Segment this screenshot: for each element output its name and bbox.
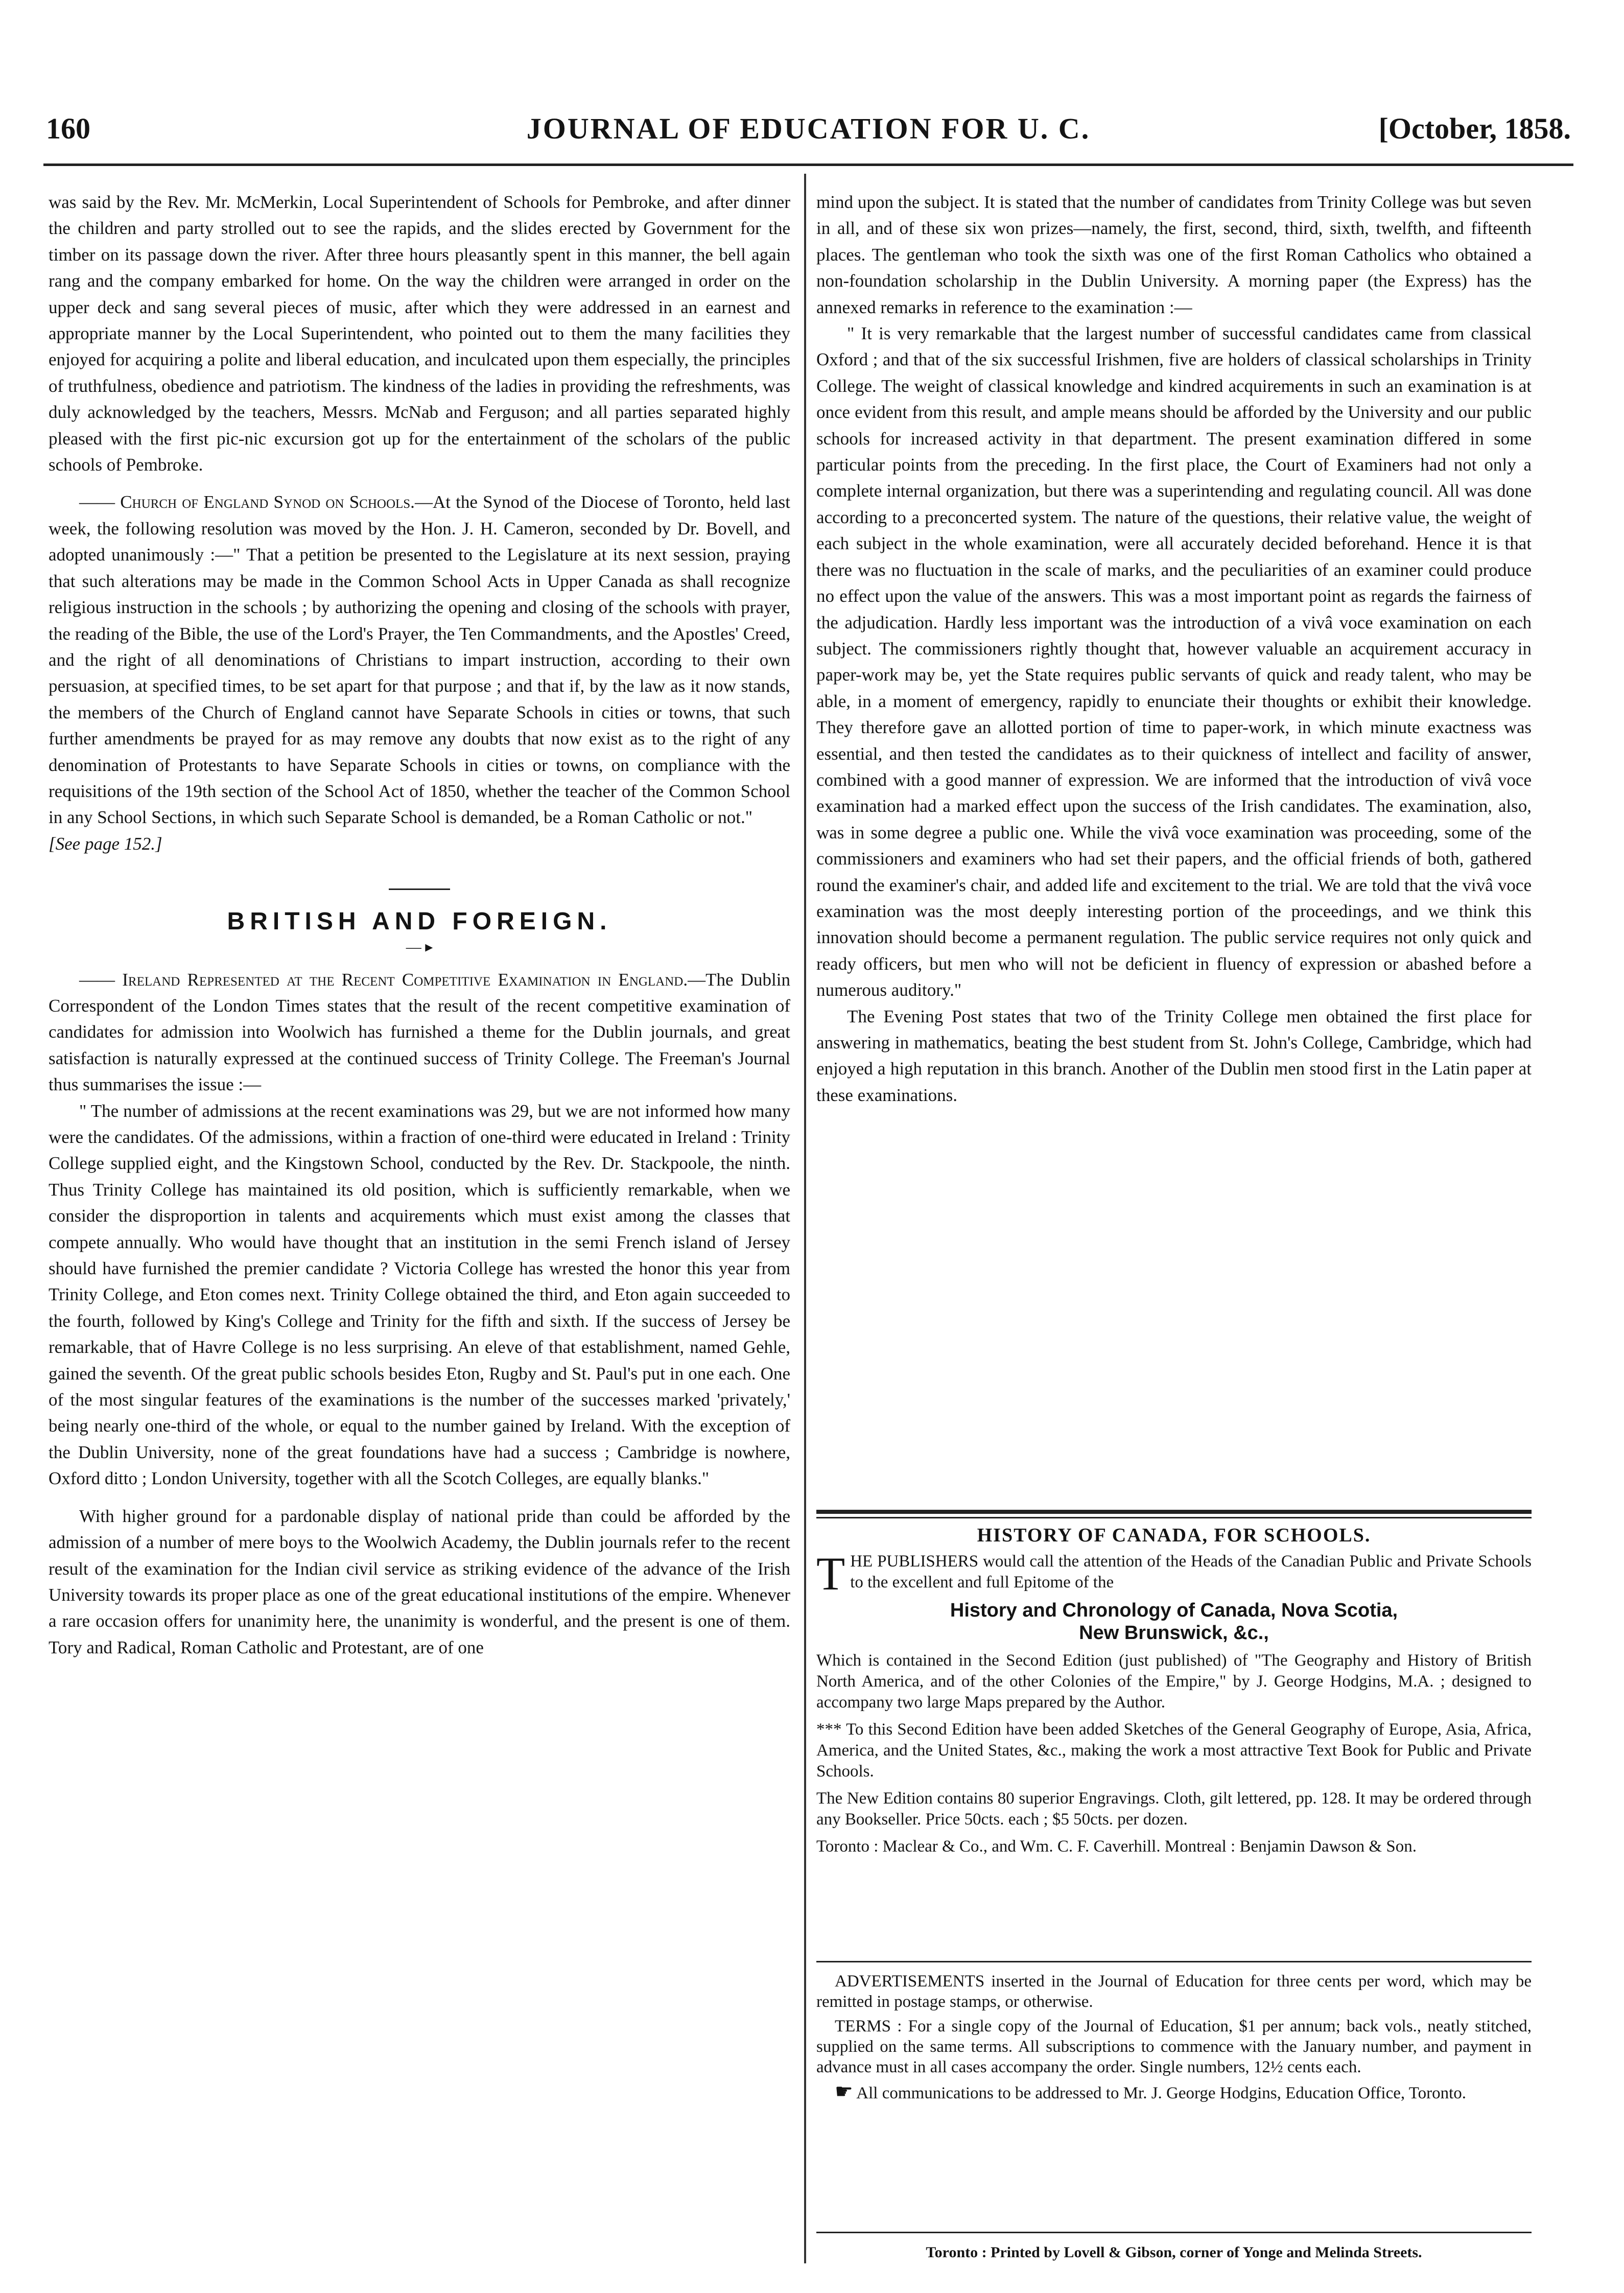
ornament-divider: — ▸ (406, 938, 433, 955)
printer-imprint: Toronto : Printed by Lovell & Gibson, corner of Yonge and Melinda Streets. (926, 2244, 1422, 2261)
see-page-reference: [See page 152.] (49, 833, 162, 854)
terms-rule-top (816, 1961, 1532, 1962)
page-header (46, 111, 1571, 152)
evening-post-paragraph: The Evening Post states that two of the Trinity College men obtained the first place for answering in mathematics, beating the best student from St. John's College, Cambridge, which had enjoyed a high reputation in this branch. Another of the Dublin men stood first in the Latin paper at these examinations. (816, 1006, 1532, 1105)
ad-double-rule (816, 1510, 1532, 1518)
synod-heading: —— Church of England Synod on Schools. (79, 492, 415, 512)
advertisements-notice: ADVERTISEMENTS inserted in the Journal of Education for three cents per word, which may be remitted in postage stamps, or otherwise. (816, 1972, 1532, 2011)
ad-sellers-text: Toronto : Maclear & Co., and Wm. C. F. Caverhill. Montreal : Benjamin Dawson & Son. (816, 1837, 1417, 1856)
ireland-paragraph (49, 967, 790, 1098)
imprint-rule (816, 2232, 1532, 2233)
journal-title: JOURNAL OF EDUCATION FOR U. C. (526, 112, 1091, 145)
right-column (816, 189, 1532, 1108)
history-advertisement (816, 1525, 1532, 1863)
book-title (816, 1599, 1532, 1644)
ireland-heading: —— Ireland Represented at the Recent Competitive Examination in England. (79, 970, 688, 990)
left-column (49, 189, 790, 1660)
ad-edition-text: Which is contained in the Second Edition (just published) of "The Geography and History of British North America, and of the other Colonies of the Empire," by J. George Hodgins, M.A. ; designed to accompany two large Maps prepared by the Author. (816, 1651, 1532, 1712)
ireland-text: —The Dublin Correspondent of the London Times states that the result of the recent competitive examination of candidates for admission into Woolwich has furnished a theme for the Dublin journals, and great satisfaction is naturally expressed at the continued success of Trinity College. The Freeman's Journal thus summarises the issue :— (49, 969, 791, 1095)
freemans-quote: " The number of admissions at the recent examinations was 29, but we are not informed how many were the candidates. Of the admissions, within a fraction of one-third were educated in Ireland : Trinity College supplied eight, and the Kingstown School, conducted by the Rev. Dr. Stackpoole, the ninth. Thus Trinity College has maintained its old position, which is sufficiently remarkable, when we consider the disproportion in talents and acquirements which must exist among the classes that compete annually. Who would have thought that an institution in the semi French island of Jersey should have furnished the premier candidate ? Victoria College has wrested the honor this year from Trinity College, and Eton comes next. Trinity College obtained the third, and Eton again succeeded to the fourth, followed by King's College and Trinity for the fifth and sixth. If the success of Jersey be remarkable, that of Havre College is no less surprising. An eleve of that establishment, named Gehle, gained the seventh. Of the great public schools besides Eton, Rugby and St. Paul's put in one each. One of the most singular features of the examinations is the number of the successes marked 'privately,' being nearly one-third of the whole, or equal to the number gained by Ireland. With the exception of the Dublin University, none of the great foundations have had a success ; Cambridge is nowhere, Oxford ditto ; London University, together with all the Scotch Colleges, are equally blanks." (49, 1101, 790, 1489)
section-heading: BRITISH AND FOREIGN. (227, 908, 612, 935)
ad-intro (816, 1548, 1532, 1600)
closing-paragraph: With higher ground for a pardonable display of national pride than could be afforded by the admission of a number of mere boys to the Woolwich Academy, the Dublin journals refer to the recent result of the examination for the Indian civil service as striking evidence of the advance of the Irish University towards its proper place as one of the great educational institutions of the empire. Whenever a rare occasion offers for unanimity here, the unanimity is wonderful, and the present is one of them. Tory and Radical, Roman Catholic and Protestant, are of one (49, 1506, 790, 1657)
terms-notice: TERMS : For a single copy of the Journal of Education, $1 per annum; back vols., neatly stitched, supplied on the same terms. All subscriptions to commence with the January number, and payment in advance must in all cases accompany the order. Single numbers, 12½ cents each. (816, 2017, 1532, 2076)
synod-paragraph (49, 489, 790, 830)
page-number: 160 (46, 112, 90, 145)
book-title-line-1: History and Chronology of Canada, Nova Scotia, (950, 1600, 1398, 1621)
ad-intro-text: HE PUBLISHERS would call the attention of the Heads of the Canadian Public and Private Schools to the excellent and full Epitome of the (850, 1552, 1532, 1592)
communications-notice (816, 2081, 1532, 2103)
terms-block (816, 1971, 1532, 2108)
column-divider (804, 174, 806, 2263)
ad-price-text: The New Edition contains 80 superior Engravings. Cloth, gilt lettered, pp. 128. It may be ordered through any Bookseller. Price 50cts. each ; $5 50cts. per dozen. (816, 1789, 1532, 1829)
issue-date: [October, 1858. (1378, 112, 1571, 145)
section-rule (389, 888, 450, 890)
drop-cap: T (816, 1548, 845, 1600)
synod-text: —At the Synod of the Diocese of Toronto, held last week, the following resolution was moved by the Hon. J. H. Cameron, seconded by Dr. Bovell, and adopted unanimously :—" That a petition be presented to the Legislature at its next session, praying that such alterations may be made in the Common School Acts in Upper Canada as shall recognize religious instruction in the schools ; by authorizing the opening and closing of the schools with prayer, the reading of the Bible, the use of the Lord's Prayer, the Ten Commandments, and the Apostles' Creed, and the right of all denominations of Christians to impart instruction, according to their own persuasion, at specified times, to be set apart for that purpose ; and that if, by the law as it now stands, the members of the Church of England cannot have Separate Schools in cities or towns, that such further amendments be prayed for as may remove any doubts that now exist as to the right of any denomination of Protestants to have Separate Schools in cities or towns, on compliance with the requisitions of the 19th section of the School Act of 1850, whether the teacher of the Common School in any School Sections, in which such Separate School is demanded, be a Roman Catholic or not." (49, 492, 790, 828)
express-quote: " It is very remarkable that the largest number of successful candidates came from classical Oxford ; and that of the six successful Irishmen, five are holders of classical scholarships in Trinity College. The weight of classical knowledge and kindred acquirements in such an examination is at once evident from this result, and ample means should be afforded by the University and our public schools for increased activity in that department. The present examination differed in some particular points from the preceding. In the first place, the Court of Examiners had not only a complete internal organization, but there was a superintending and regulating council. All was done according to a preconcerted system. The nature of the questions, their relative value, the weight of each subject in the whole examination, were all accurately decided beforehand. Hence it is that there was no fluctuation in the scale of marks, and the peculiarities of an examiner could produce no effect upon the value of the answers. This was a most important point as regards the fairness of the adjudication. Hardly less important was the introduction of a vivâ voce examination on each subject. The commissioners rightly thought that, however valuable an acquirement accuracy in paper-work may be, yet the State requires public servants of quick and ready talent, who may be able, in a moment of emergency, rapidly to enunciate their thoughts or exhibit their knowledge. They therefore gave an allotted portion of time to paper-work, in which minute exactness was essential, and then tested the candidates as to their quickness of intellect and facility of answer, combined with a good manner of expression. We are informed that the introduction of vivâ voce examination had a marked effect upon the success of the Irish candidates. The examination, also, was in some degree a public one. While the vivâ voce examination was proceeding, some of the commissioners and examiners who had set their papers, and the official friends of both, gathered round the examiner's chair, and added life and excitement to the trial. We are told that the vivâ voce examination was the most deeply interesting portion of the proceedings, and we think this innovation should become a permanent regulation. The public service requires not only quick and ready officers, but men who will not be deficient in fluency of expression or abashed before a numerous auditory." (816, 323, 1532, 1000)
book-title-line-2: New Brunswick, &c., (1079, 1622, 1269, 1644)
header-rule (43, 163, 1573, 166)
pointing-hand-icon: ☛ (835, 2080, 853, 2103)
pembroke-paragraph: was said by the Rev. Mr. McMerkin, Local Superintendent of Schools for Pembroke, and after dinner the children and party strolled out to see the rapids, and the slides erected by Government for the timber on its passage down the river. After three hours pleasantly spent in this manner, the bell again rang and the company embarked for home. On the way the children were arranged in order on the upper deck and sang several pieces of music, after which they were addressed in an earnest and appropriate manner by the Local Superintendent, who pointed out to them the many facilities they enjoyed for acquiring a polite and liberal education, and inculcated upon them especially, the principles of truthfulness, obedience and patriotism. The kindness of the ladies in providing the refreshments, was duly acknowledged by the teachers, Messrs. McNab and Ferguson; and all parties separated highly pleased with the first pic-nic excursion got up for the entertainment of the scholars of the public schools of Pembroke. (49, 192, 790, 475)
ad-sketches-text: *** To this Second Edition have been added Sketches of the General Geography of Europe, Asia, Africa, America, and the United States, &c., making the work a most attractive Text Book for Public and Private Schools. (816, 1720, 1532, 1781)
communications-text: All communications to be addressed to Mr. J. George Hodgins, Education Office, Toronto. (856, 2084, 1467, 2102)
ad-title: HISTORY OF CANADA, FOR SCHOOLS. (977, 1525, 1371, 1546)
continuation-paragraph: mind upon the subject. It is stated that the number of candidates from Trinity College was but seven in all, and of these six won prizes—namely, the first, second, third, sixth, twelfth, and fifteenth places. The gentleman who took the sixth was one of the first Roman Catholics who obtained a non-foundation scholarship in the Dublin University. A morning paper (the Express) has the annexed remarks in reference to the examination :— (816, 192, 1532, 317)
